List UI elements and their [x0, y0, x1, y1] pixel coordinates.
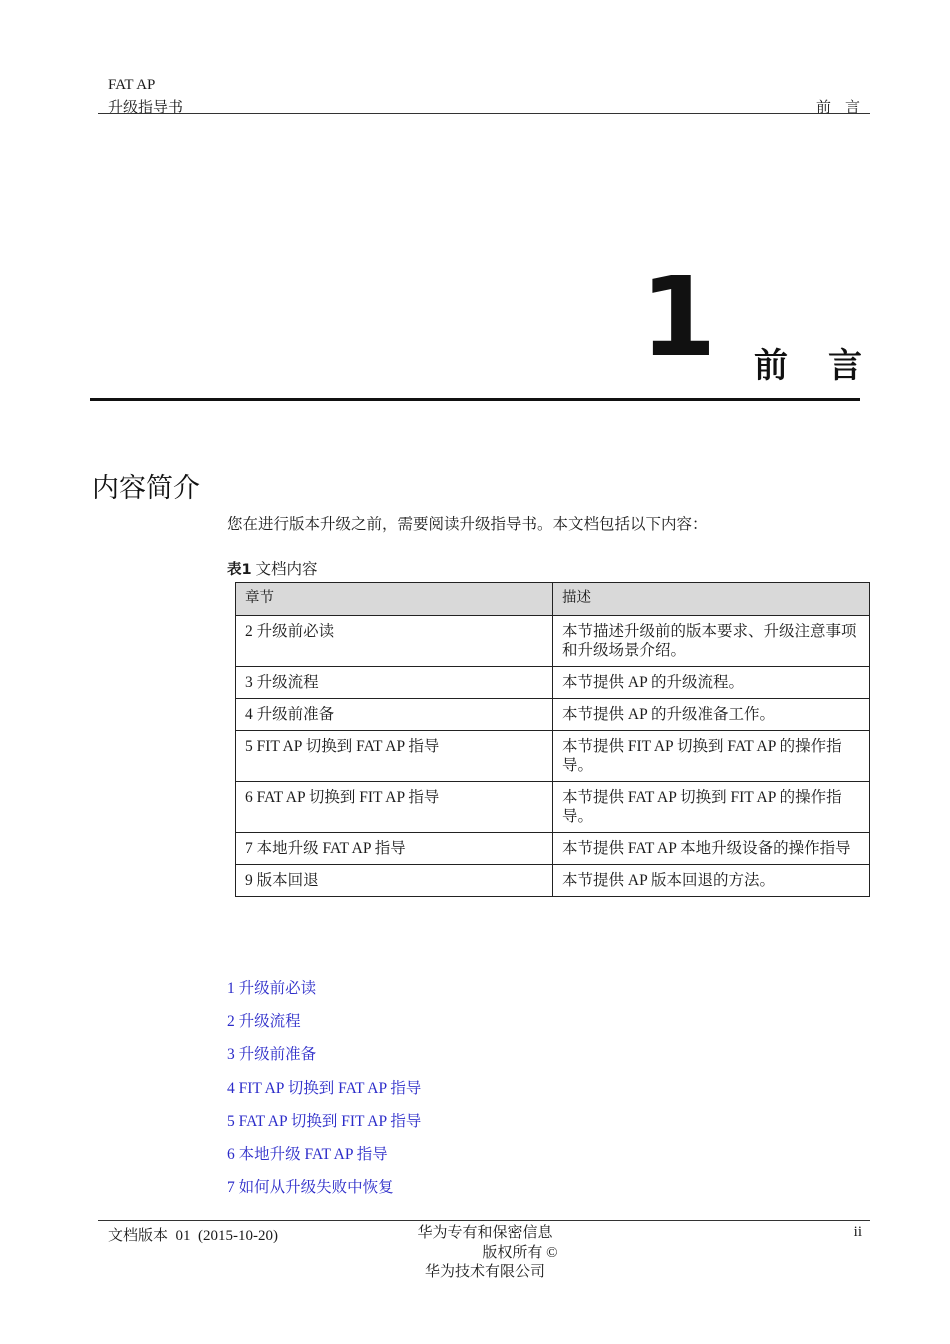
- footer-doc-version: 文档版本 01 (2015-10-20): [108, 1228, 278, 1244]
- table-cell-chapter: 5 FIT AP 切换到 FAT AP 指导: [236, 731, 553, 782]
- table-row: [236, 731, 870, 782]
- footer-copyright: 版权所有 ©: [482, 1244, 558, 1261]
- table-header-row: [236, 583, 870, 616]
- footer-rule: [98, 1220, 870, 1221]
- table-row: [236, 616, 870, 667]
- chapter-link-list: [227, 978, 421, 1210]
- table-cell-chapter: 3 升级流程: [236, 667, 553, 699]
- table-row: [236, 699, 870, 731]
- link-chapter-3[interactable]: 3 升级前准备: [227, 1046, 317, 1064]
- footer-company: 华为技术有限公司: [424, 1264, 545, 1280]
- table-cell-description: 本节提供 FAT AP 切换到 FIT AP 的操作指导。: [553, 782, 870, 833]
- footer-page-number: ii: [853, 1224, 862, 1240]
- chapter-rule: [90, 398, 860, 401]
- table-header-description: 描述: [553, 583, 870, 616]
- table-row: [236, 865, 870, 897]
- table-cell-chapter: 6 FAT AP 切换到 FIT AP 指导: [236, 782, 553, 833]
- header-rule: [98, 113, 870, 114]
- chapter-title: 前言: [754, 346, 902, 386]
- link-chapter-4[interactable]: 4 FIT AP 切换到 FAT AP 指导: [227, 1079, 422, 1097]
- table-caption: [227, 557, 317, 579]
- table-row: [236, 782, 870, 833]
- table-row: [236, 833, 870, 865]
- table-caption-text: 文档内容: [251, 561, 318, 578]
- table-header-chapter: 章节: [236, 583, 553, 616]
- section-intro: 您在进行版本升级之前，需要阅读升级指导书。本文档包括以下内容：: [227, 516, 708, 533]
- table-cell-chapter: 2 升级前必读: [236, 616, 553, 667]
- link-chapter-7[interactable]: 7 如何从升级失败中恢复: [227, 1179, 394, 1197]
- table-caption-label: 表1: [227, 562, 252, 578]
- link-chapter-6[interactable]: 6 本地升级 FAT AP 指导: [227, 1145, 388, 1163]
- link-chapter-5[interactable]: 5 FAT AP 切换到 FIT AP 指导: [227, 1112, 422, 1130]
- header-product: FAT AP: [108, 77, 156, 93]
- table-cell-description: 本节提供 FIT AP 切换到 FAT AP 的操作指导。: [553, 731, 870, 782]
- link-chapter-2[interactable]: 2 升级流程: [227, 1013, 301, 1031]
- header-doc-title: 升级指导书: [108, 100, 184, 116]
- table-cell-chapter: 7 本地升级 FAT AP 指导: [236, 833, 553, 865]
- table-cell-description: 本节提供 AP 的升级准备工作。: [553, 699, 870, 731]
- chapter-number: 1: [640, 253, 717, 381]
- contents-table: [235, 582, 870, 897]
- table-cell-chapter: 4 升级前准备: [236, 699, 553, 731]
- section-title: 内容简介: [92, 473, 200, 504]
- table-row: [236, 667, 870, 699]
- table-cell-description: 本节提供 AP 的升级流程。: [553, 667, 870, 699]
- table-cell-description: 本节描述升级前的版本要求、升级注意事项和升级场景介绍。: [553, 616, 870, 667]
- footer-notice: [380, 1224, 590, 1283]
- header-section: 前言: [815, 100, 874, 116]
- link-chapter-1[interactable]: 1 升级前必读: [227, 980, 317, 997]
- footer-confidential: 华为专有和保密信息: [417, 1225, 553, 1241]
- table-cell-description: 本节提供 AP 版本回退的方法。: [553, 865, 870, 897]
- table-cell-chapter: 9 版本回退: [236, 865, 553, 897]
- table-cell-description: 本节提供 FAT AP 本地升级设备的操作指导: [553, 833, 870, 865]
